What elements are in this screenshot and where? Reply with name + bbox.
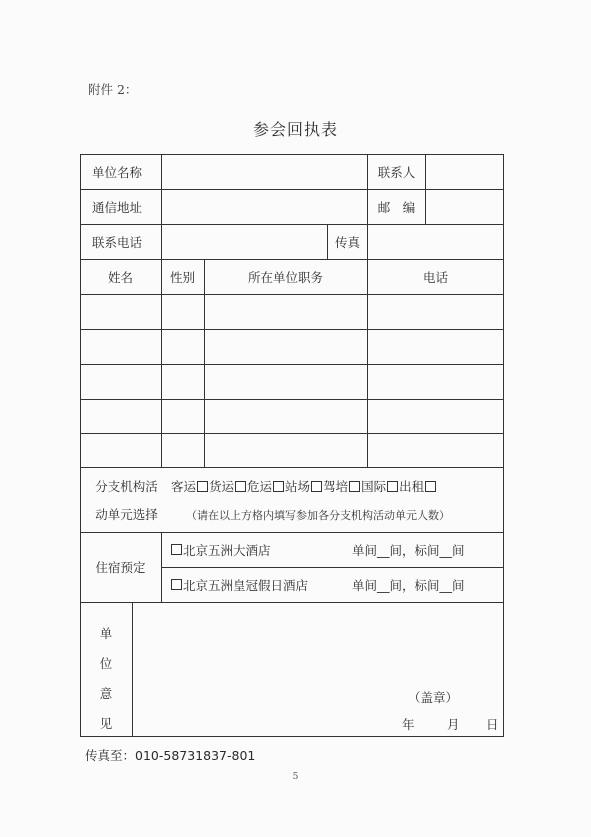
fax-to-line: 传真至：010-58731837-801 (85, 748, 256, 763)
phone-label: 联系电话 (92, 234, 143, 250)
participant-row[interactable] (81, 295, 503, 329)
checkbox-hotel-1[interactable] (171, 544, 182, 555)
checkbox-station[interactable] (311, 481, 322, 492)
branch-option-label: 国际 (361, 479, 387, 494)
hotel-option-1 (170, 532, 271, 567)
checkbox-hazardous[interactable] (273, 481, 284, 492)
branch-option-label: 出租 (399, 479, 425, 494)
checkbox-passenger[interactable] (197, 481, 208, 492)
form-title: 参会回执表 (252, 120, 338, 139)
branch-option-label: 危运 (247, 479, 273, 494)
unit-name-field[interactable] (162, 155, 366, 189)
branch-option-label: 客运 (171, 479, 197, 494)
address-label: 通信地址 (92, 199, 143, 215)
fax-label: 传真 (334, 234, 360, 250)
contact-person-label: 联系人 (377, 164, 416, 180)
participant-row[interactable] (81, 330, 503, 364)
page-number: 5 (292, 772, 299, 782)
hotel-name: 北京五洲皇冠假日酒店 (183, 577, 309, 593)
phone-field[interactable] (162, 225, 326, 259)
attachment-label: 附件 2： (88, 82, 138, 97)
branch-note: （请在以上方格内填写参加各分支机构活动单元人数） (186, 509, 450, 522)
branch-selection-label: 分支机构活 动单元选择 (95, 478, 158, 522)
address-field[interactable] (162, 190, 366, 224)
year-label: 年 (402, 717, 415, 732)
column-header-phone: 电话 (422, 269, 448, 285)
checkbox-freight[interactable] (235, 481, 246, 492)
participant-row[interactable] (81, 400, 503, 433)
month-label: 月 (447, 717, 460, 732)
checkbox-international[interactable] (387, 481, 398, 492)
postcode-field[interactable] (426, 190, 502, 224)
participant-row[interactable] (81, 434, 503, 467)
hotel-name: 北京五洲大酒店 (183, 542, 271, 558)
checkbox-taxi[interactable] (425, 481, 436, 492)
hotel-rooms-1[interactable]: 单间__间，标间__间 (352, 542, 465, 558)
hotel-rooms-2[interactable]: 单间__间，标间__间 (352, 577, 465, 593)
postcode-label: 邮 编 (377, 199, 416, 215)
branch-option-label: 驾培 (323, 479, 349, 494)
day-label: 日 (486, 717, 499, 732)
branch-options (171, 474, 437, 498)
fax-field[interactable] (368, 225, 502, 259)
checkbox-driver-training[interactable] (349, 481, 360, 492)
branch-option-label: 货运 (209, 479, 235, 494)
reply-form-table (80, 154, 504, 736)
checkbox-hotel-2[interactable] (171, 579, 182, 590)
column-header-position: 所在单位职务 (247, 269, 323, 285)
unit-name-label: 单位名称 (92, 164, 143, 180)
column-header-gender: 性别 (169, 269, 195, 285)
contact-person-field[interactable] (426, 155, 502, 189)
hotel-option-2 (170, 567, 308, 602)
branch-option-label: 站场 (285, 479, 311, 494)
participant-row[interactable] (81, 365, 503, 399)
unit-opinion-label: 单 位 意 见 (99, 626, 113, 731)
column-header-name: 姓名 (107, 269, 133, 285)
seal-label: （盖章） (408, 690, 459, 705)
lodging-label: 住宿预定 (95, 560, 146, 575)
